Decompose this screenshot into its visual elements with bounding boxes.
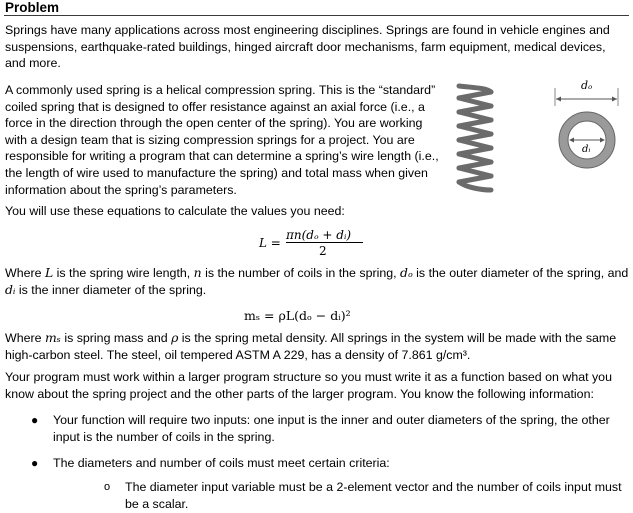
text-span: is the number of coils in the spring, [201,266,401,280]
text-span: is the inner diameter of the spring. [15,282,207,297]
var-n: n [193,265,202,280]
spring-description-paragraph: A commonly used spring is a helical compression spring. This is the “standard” coiled spring that is designed to offer resistance against an axial force (i.e., a force in the direction through the open center of the spring). You are working with a design team that is sizing compression springs for a project. You are responsible for writing a program that can determine a spring’s wire length (i.e., the length of wire used to manufacture the spring) and total mass when given information about the spring’s parameters. [5,83,439,197]
equation-denominator: 2 [319,244,327,258]
mass-variables-paragraph [5,330,627,363]
text-span: is the spring wire length, [53,266,194,280]
inner-diameter-label: dᵢ [582,144,591,155]
equation-numerator: πn(dₒ + dᵢ) [286,228,352,242]
text-span: is spring mass and [60,331,172,345]
text-span: is the spring metal density. All springs in the system will be made with the same high-carbon steel. The steel, oil tempered ASTM A 229, has a density of 7.861 g/cm³. [5,331,617,362]
text-span: Where [5,331,45,345]
bullet-item-criteria: The diameters and number of coils must meet certain criteria: [53,456,390,470]
text-span: Where [5,266,45,280]
title-underline [4,15,629,16]
sub-bullet-item-vector: The diameter input variable must be a 2-element vector and the number of coils input must be a scalar. [125,480,622,511]
spring-figure [447,78,632,210]
outer-diameter-label: dₒ [581,79,593,92]
var-rho: ρ [171,330,179,345]
equations-intro: You will use these equations to calculate the values you need: [5,204,345,218]
bullet-marker: ● [31,413,39,427]
spring-diagram [447,78,632,210]
text-span: is the outer diameter of the spring, and [412,266,629,280]
intro-paragraph: Springs have many applications across most engineering disciplines. Springs are found in vehicle engines and suspensions, earthquake-rated buildings, hinged aircraft door mechanisms, farm equipment, medical devices, and more. [5,23,610,71]
equation-lhs: L = [259,236,281,250]
var-di: dᵢ [5,281,16,297]
sub-bullet-marker: o [104,481,111,493]
bullet-marker: ● [31,456,39,470]
mass-equation: mₛ = ρL(dₒ − dᵢ)² [244,308,351,323]
var-ms: mₛ [44,330,61,345]
wire-length-equation [259,226,379,260]
var-do: dₒ [400,265,413,280]
var-L: L [44,265,54,280]
bullet-item-inputs: Your function will require two inputs: one input is the inner and outer diameters of the spring, the other input is the number of coils in the spring. [53,413,610,444]
length-variables-paragraph [5,265,631,298]
page-title: Problem [5,0,60,15]
helical-spring-icon [459,86,491,190]
spring-end-ring-icon [559,112,615,168]
program-context-paragraph: Your program must work within a larger program structure so you must write it as a function based on what you know about the spring project and the other parts of the larger program. You know the following information: [5,370,612,401]
